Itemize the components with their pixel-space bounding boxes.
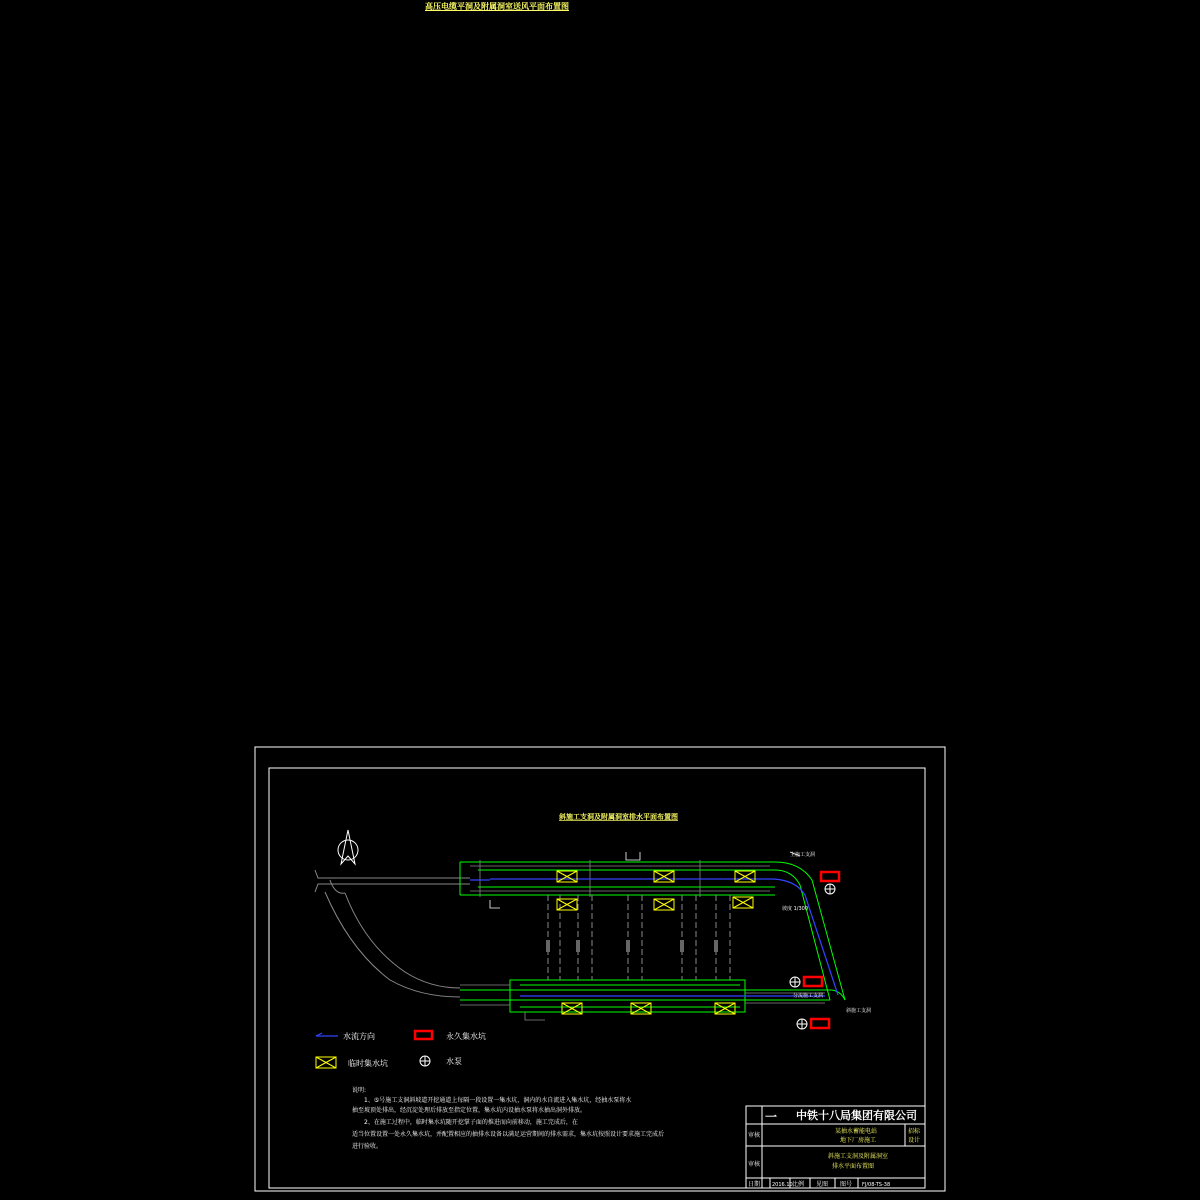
- temporary-sump: [654, 899, 674, 910]
- cross-passages: [548, 895, 730, 980]
- legend-permanent-icon: [415, 1031, 432, 1039]
- company-logo: 一: [765, 1110, 778, 1124]
- drawing-no-value: FJ/08-TS-38: [862, 1182, 891, 1188]
- permanent-sump: [804, 977, 822, 986]
- temporary-sump: [557, 871, 577, 882]
- legend: [316, 1031, 486, 1068]
- pump-icon: [797, 1019, 807, 1029]
- notes-line-2: 抽至坡顶处排出，经沉淀处理后排放至指定位置，集水坑内设抽水泵将水抽出洞外排放。: [352, 1107, 587, 1114]
- access-road: [315, 870, 470, 997]
- notes: [352, 1086, 664, 1150]
- top-drawing-title: 高压电缆平洞及附属洞室送风平面布置图: [425, 2, 569, 11]
- legend-flow-label: 水流方向: [343, 1032, 375, 1041]
- notes-heading: 说明:: [352, 1087, 367, 1094]
- project-line-1: 某抽水蓄能电站: [835, 1128, 878, 1135]
- temporary-sumps: [557, 871, 755, 1014]
- drawing-name-line-2: 排水平面布置图: [832, 1163, 875, 1170]
- branch-label: 分流施工支洞: [793, 993, 824, 999]
- pump-icon: [825, 884, 835, 894]
- check-label: 审核: [748, 1161, 761, 1168]
- title-block-text: [748, 1108, 921, 1188]
- cross-passage-markers: [546, 940, 718, 952]
- notes-line-4: 适当位置设置一处永久集水坑，并配置相应的抽排水设备以满足运营期间的排水需求，集水坑按照设计要求施工完成后: [352, 1131, 665, 1138]
- legend-temporary-label: 临时集水坑: [348, 1059, 388, 1068]
- drawing-name-line-1: 斜施工支洞及附属洞室: [828, 1153, 889, 1160]
- legend-flow-icon: [316, 1033, 338, 1036]
- date-label: 日期: [748, 1181, 761, 1188]
- legend-permanent-label: 永久集水坑: [446, 1032, 486, 1041]
- review-label: 审核: [748, 1132, 761, 1139]
- notes-line-1: 1、⑤号施工支洞斜坡道开挖通道上每隔一段设置一集水坑，洞内的水自流进入集水坑，经抽水泵将水: [364, 1097, 632, 1104]
- scale-value: 见图: [816, 1181, 829, 1188]
- temporary-sump: [733, 897, 753, 908]
- scale-label: 比例: [792, 1181, 805, 1188]
- notes-line-3: 2、在施工过程中，临时集水坑随开挖掌子面的推进而向前移动，施工完成后，在: [364, 1119, 578, 1126]
- upper-main-tunnel: [460, 862, 845, 1000]
- date-value: 2016.10: [772, 1182, 793, 1188]
- temporary-sump: [735, 871, 755, 882]
- company-name: 中铁十八局集团有限公司: [796, 1109, 917, 1122]
- branch-end-label: 斜施工支洞: [846, 1008, 872, 1014]
- sheet-title: 斜施工支洞及附属洞室排水平面布置图: [559, 813, 678, 821]
- permanent-sumps: [804, 872, 839, 1028]
- project-line-2: 地下厂房施工: [840, 1137, 877, 1144]
- main-tunnel-label: 主施工支洞: [790, 852, 816, 858]
- temporary-sump: [654, 871, 674, 882]
- permanent-sump: [811, 1019, 829, 1028]
- legend-pump-label: 水泵: [446, 1057, 462, 1066]
- drawing-no-label: 图号: [840, 1181, 853, 1188]
- slope-label: 坡度 1/300: [782, 906, 808, 912]
- design-stage: 招标: [908, 1128, 921, 1135]
- flow-lines: [470, 879, 838, 996]
- pump-icon: [790, 977, 800, 987]
- design-stage-2: 设计: [908, 1137, 921, 1144]
- notes-line-5: 进行验收。: [352, 1143, 383, 1150]
- north-arrow-icon: [338, 830, 358, 864]
- permanent-sump: [821, 872, 839, 881]
- legend-pump-icon: [420, 1056, 430, 1066]
- legend-temporary-icon: [316, 1057, 336, 1068]
